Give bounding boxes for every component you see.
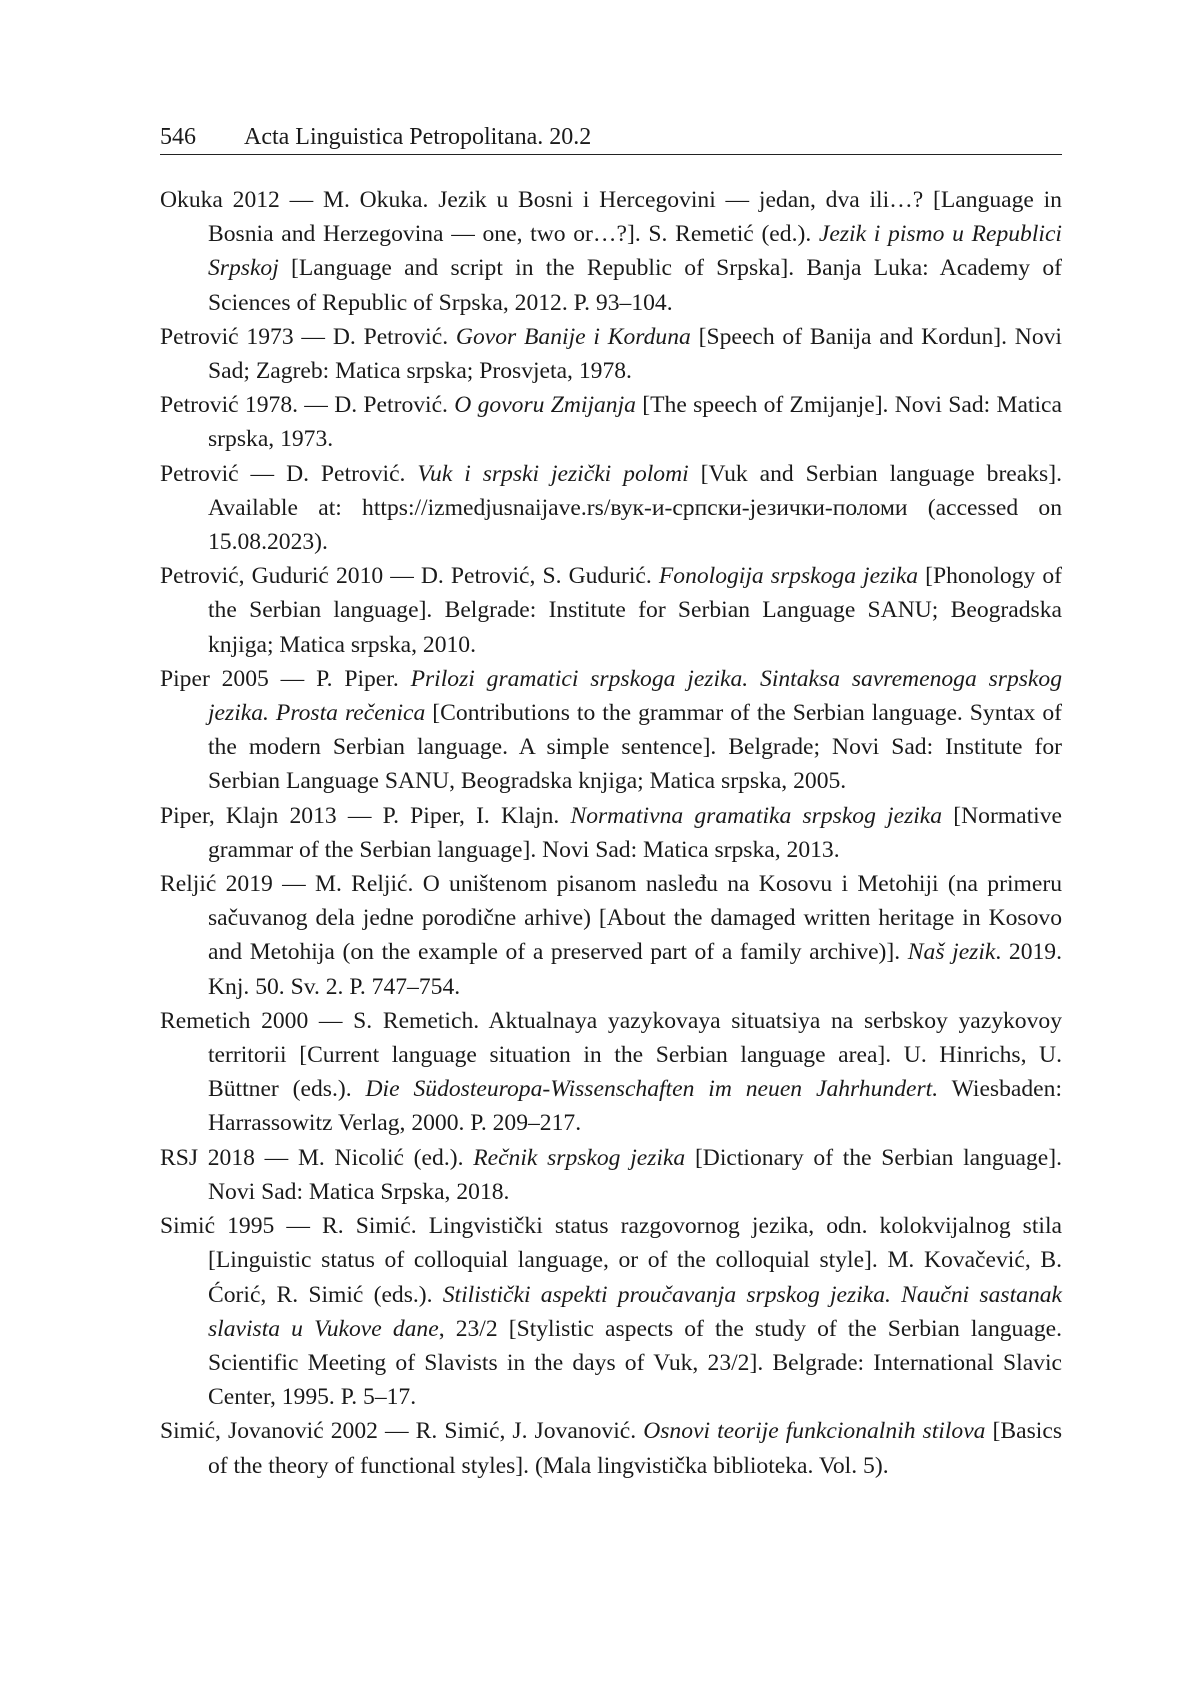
reference-key: Petrović 1978. — [160, 392, 298, 418]
reference-key: Petrović, Gudurić 2010 — [160, 563, 383, 589]
reference-key: Reljić 2019 — [160, 871, 273, 897]
reference-entry: Piper 2005 — P. Piper. Prilozi gramatici srpskoga jezika. Sintaksa savremenoga srp­skog jezika. Prosta rečenica [Contributions to the grammar of the Serbian lan­guage. Syntax of the modern Serbian language. A simple sentence]. Belgrade; Novi Sad: Institute for Serbian Language SANU, Beogradska knjiga; Matica srpska, 2005. — [160, 662, 1062, 799]
reference-entry: Petrović, Gudurić 2010 — D. Petrović, S. Gudurić. Fonologija srpskoga jezika [Pho­nology of the Serbian language]. Belgrade: Institute for Serbian Language SA­NU; Beogradska knjiga; Matica srpska, 2010. — [160, 559, 1062, 662]
reference-entry: Petrović — D. Petrović. Vuk i srpski jezički polomi [Vuk and Serbian language breaks]. Available at: https://izmedjusnaijave.rs/вук-и-српски-језички-поломи (accessed on 15.08.2023). — [160, 457, 1062, 560]
reference-title: Prilozi gramatici srpskoga jezika. Sintaksa savremenoga srp­skog jezika. Prosta rečenica — [208, 666, 1062, 726]
reference-title: Rečnik srpskog jezika — [473, 1145, 685, 1171]
page-number: 546 — [160, 120, 244, 154]
reference-key: RSJ 2018 — [160, 1145, 255, 1171]
reference-list — [160, 183, 1062, 1483]
reference-key: Simić 1995 — [160, 1213, 274, 1239]
reference-title: O govoru Zmijanja — [454, 392, 636, 418]
running-header — [160, 120, 1062, 155]
reference-title: Jezik i pismo u Republici Srpskoj — [208, 221, 1062, 281]
reference-entry: Piper, Klajn 2013 — P. Piper, I. Klajn. Normativna gramatika srpskog jezika [Norma­tive grammar of the Serbian language]. Novi Sad: Matica srpska, 2013. — [160, 799, 1062, 867]
reference-key: Piper 2005 — [160, 666, 269, 692]
reference-title: Vuk i srpski jezički polomi — [417, 461, 688, 487]
reference-title: Normativna gramatika srpskog jezika — [570, 803, 942, 829]
reference-title: Die Südosteuropa-Wissenschaften im neuen Jahrhundert. — [366, 1076, 939, 1102]
journal-title: Acta Linguistica Petropolitana. 20.2 — [244, 124, 591, 150]
reference-title: Fonologija srpskoga jezika — [659, 563, 918, 589]
reference-title: Stilistički aspekti proučavanja srpskog jezika. Naučni sastanak slavista u Vukove dane — [208, 1282, 1062, 1342]
reference-key: Simić, Jovanović 2002 — [160, 1418, 378, 1444]
reference-key: Piper, Klajn 2013 — [160, 803, 337, 829]
reference-entry: Simić 1995 — R. Simić. Lingvistički status razgovornog jezika, odn. kolokvijal­nog stila [Linguistic status of colloquial language, or of the colloquial style]. M. Kovačević, B. Ćorić, R. Simić (eds.). Stilistički aspekti proučavanja srpskog jezika. Naučni sastanak slavista u Vukove dane, 23/2 [Stylistic aspects of the study of the Serbian language. Scientific Meeting of Slavists in the days of Vuk, 23/2]. Belgrade: International Slavic Center, 1995. P. 5–17. — [160, 1209, 1062, 1414]
reference-key: Remetich 2000 — [160, 1008, 308, 1034]
reference-title: Naš jezik — [908, 939, 996, 965]
reference-entry: Okuka 2012 — M. Okuka. Jezik u Bosni i Hercegovini — jedan, dva ili…? [Language in Bosnia and Herzegovina — one, two or…?]. S. Remetić (ed.). Jezik i pismo u Republici Srpskoj [Language and script in the Republic of Srpska]. Banja Lu­ka: Academy of Sciences of Republic of Srpska, 2012. P. 93–104. — [160, 183, 1062, 320]
reference-entry: Remetich 2000 — S. Remetich. Aktualnaya yazykovaya situatsiya na serbskoy yazyko­voy territorii [Current language situation in the Serbian language area]. U. Hin­richs, U. Büttner (eds.). Die Südosteuropa-Wissenschaften im neuen Jahrhundert. Wiesbaden: Harrassowitz Verlag, 2000. P. 209–217. — [160, 1004, 1062, 1141]
reference-key: Petrović 1973 — [160, 324, 294, 350]
reference-entry: RSJ 2018 — M. Nicolić (ed.). Rečnik srpskog jezika [Dictionary of the Serbian lan­guage]. Novi Sad: Matica Srpska, 2018. — [160, 1141, 1062, 1209]
reference-title: Osnovi teorije funkcionalnih stilova — [643, 1418, 985, 1444]
reference-entry: Simić, Jovanović 2002 — R. Simić, J. Jovanović. Osnovi teorije funkcionalnih stilova [Basics of the theory of functional styles]. (Mala lingvistička biblioteka. Vol. 5). — [160, 1414, 1062, 1482]
reference-title: Govor Banije i Korduna — [456, 324, 691, 350]
reference-key: Petrović — [160, 461, 239, 487]
reference-entry: Petrović 1973 — D. Petrović. Govor Banije i Korduna [Speech of Banija and Kor­dun]. Novi Sad; Zagreb: Matica srpska; Prosvjeta, 1978. — [160, 320, 1062, 388]
reference-entry: Petrović 1978. — D. Petrović. O govoru Zmijanja [The speech of Zmijanje]. Novi Sad: Matica srpska, 1973. — [160, 388, 1062, 456]
reference-key: Okuka 2012 — [160, 187, 280, 213]
reference-entry: Reljić 2019 — M. Reljić. O uništenom pisanom nasleđu na Kosovu i Metohiji (na primeru sačuvanog dela jedne porodične arhive) [About the damaged written heritage in Kosovo and Metohija (on the example of a preserved part of a family archive)]. Naš jezik. 2019. Knj. 50. Sv. 2. P. 747–754. — [160, 867, 1062, 1004]
